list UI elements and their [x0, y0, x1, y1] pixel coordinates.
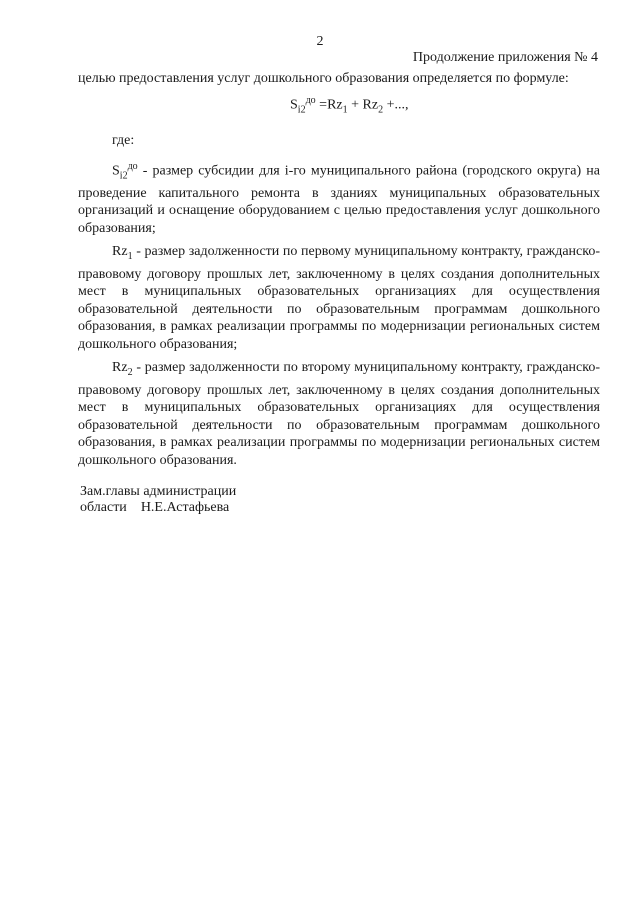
formula-tail: +..., [383, 97, 409, 113]
signature-region: области [80, 500, 127, 515]
signature-block [80, 484, 236, 516]
definition-s-text: - размер субсидии для i-го муниципального района (городского округа) на проведение капитального ремонта в зданиях муниципальных образовательных организаций и оснащение оборудованием с целью предоставления услуг дошкольного образования; [78, 163, 600, 236]
formula-s-sub: i2 [297, 103, 306, 115]
formula-s-sup: до [305, 94, 316, 106]
formula-plus: + Rz [347, 97, 379, 113]
definition-rz2 [78, 359, 600, 469]
definition-rz1-symbol: Rz [112, 244, 128, 260]
definition-rz2-sub: 2 [127, 367, 133, 378]
definition-s-sup: до [127, 160, 138, 172]
definition-rz1 [78, 243, 600, 353]
definition-rz2-symbol: Rz [112, 360, 128, 376]
definition-rz1-sub: 1 [127, 251, 133, 263]
formula [78, 92, 600, 119]
formula-eq: =Rz [315, 97, 343, 113]
signature-line [80, 500, 236, 516]
appendix-header: Продолжение приложения № 4 [412, 50, 598, 65]
intro-paragraph: целью предоставления услуг дошкольного образования определяется по формуле: [78, 71, 569, 86]
page-number: 2 [316, 34, 324, 49]
definition-rz2-text: - размер задолженности по второму муниципальному контракту, гражданско-правовому договору прошлых лет, заключенному в целях создания дополнительных мест в муниципальных образовательных организациях для осуществления образовательной деятельности по образовательным программам дошкольного образования, в рамках реализации программы по модернизации региональных систем дошкольного образования. [78, 360, 600, 468]
formula-s: S [290, 97, 298, 113]
formula-sub1: 1 [342, 103, 348, 115]
definition-s [78, 158, 600, 237]
formula-sub2: 2 [378, 103, 384, 115]
definition-rz1-text: - размер задолженности по первому муниципальному контракту, гражданско-правовому договору прошлых лет, заключенному в целях создания дополнительных мест в муниципальных образовательных организациях для осуществления образовательной деятельности по образовательным программам дошкольного образования, в рамках реализации программы по модернизации региональных систем дошкольного образования; [78, 244, 600, 352]
definition-s-sub: i2 [119, 170, 128, 182]
signature-title: Зам.главы администрации [80, 484, 237, 499]
where-label: где: [112, 133, 135, 149]
signature-name: Н.Е.Астафьева [140, 500, 230, 515]
document-body [78, 70, 600, 469]
definition-s-symbol: S [112, 163, 120, 179]
